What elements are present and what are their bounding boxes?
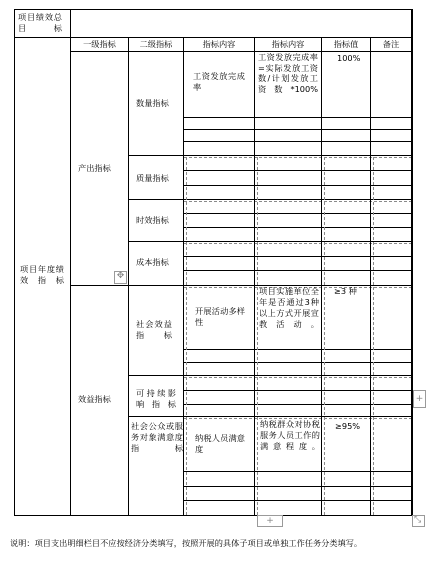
quantity-content-b: 工资发放完成率=实际发放工资数/计划发放工资数*100% — [258, 52, 318, 94]
social-indicator-label: 社会效益指标 — [136, 319, 172, 340]
social-value: ≥3 种 — [334, 286, 357, 296]
goal-label: 项目绩效总目标 — [18, 12, 62, 33]
benefit-indicator-label: 效益指标 — [78, 394, 111, 404]
satisfaction-content-b: 纳税群众对协税服务人员工作的满意程度。 — [260, 419, 320, 451]
satisfaction-indicator-label: 社会公众或服务对象满意度指标 — [131, 421, 183, 453]
add-column-button[interactable]: + — [413, 390, 426, 408]
sustainable-indicator-label: 可持续影响指标 — [136, 388, 176, 409]
timeliness-indicator-label: 时效指标 — [136, 215, 169, 225]
quality-indicator-label: 质量指标 — [136, 173, 169, 183]
resize-table-handle[interactable] — [412, 515, 425, 527]
goal-value[interactable] — [74, 12, 404, 34]
social-content-b: 项目实施单位全年是否通过3种以上方式开展宣教活动。 — [259, 286, 319, 329]
quantity-indicator-label: 数量指标 — [136, 98, 169, 108]
header-level1: 一级指标 — [83, 39, 116, 49]
header-level2: 二级指标 — [139, 39, 173, 49]
cost-indicator-label: 成本指标 — [136, 257, 169, 267]
satisfaction-value: ≥95% — [335, 421, 361, 431]
header-value: 指标值 — [333, 39, 359, 49]
satisfaction-content-a: 纳税人员满意度 — [195, 433, 245, 454]
header-remark: 备注 — [382, 39, 400, 49]
quantity-content-a: 工资发放完成率 — [193, 71, 245, 92]
resize-icon: ⤡ — [414, 515, 422, 525]
year-indicator-label: 项目年度绩效指标 — [20, 264, 64, 285]
header-content-b: 指标内容 — [271, 39, 305, 49]
header-content-a: 指标内容 — [202, 39, 236, 49]
footnote: 说明：项目支出明细栏目不应按经济分类填写，按照开展的具体子项目或单独工作任务分类填写。 — [10, 538, 363, 548]
move-table-handle[interactable]: ✥ — [114, 271, 127, 284]
add-row-button[interactable]: + — [257, 515, 283, 527]
quantity-value: 100% — [337, 53, 361, 63]
social-content-a: 开展活动多样性 — [195, 306, 245, 327]
output-indicator-label: 产出指标 — [78, 163, 111, 173]
